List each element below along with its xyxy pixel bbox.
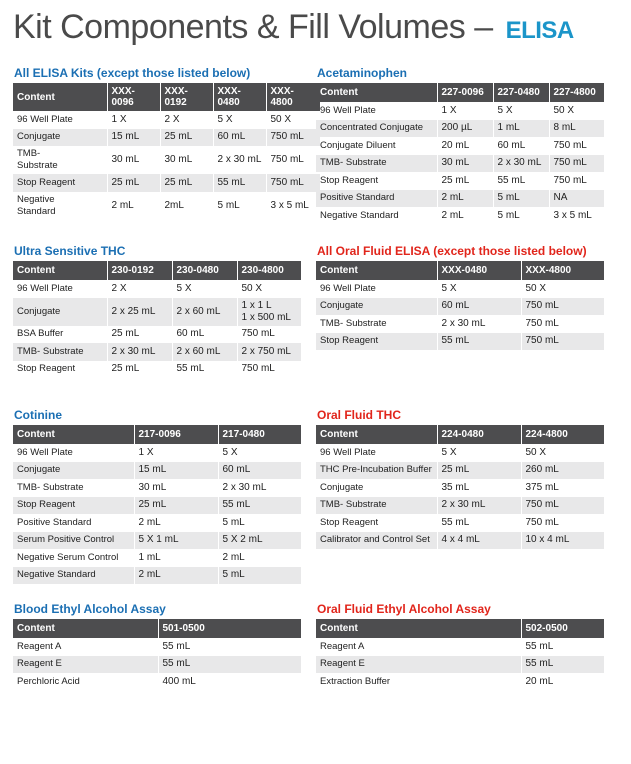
fill-volume: 50 X: [525, 282, 547, 294]
component-name: Serum Positive Control: [13, 532, 134, 550]
fill-volume: 750 mL: [549, 155, 604, 173]
component-name: Positive Standard: [13, 514, 134, 532]
column-header-catalog-number: 224-0480: [437, 425, 521, 444]
column-header-catalog-number: 227-4800: [549, 83, 604, 102]
fill-volume: 60 mL: [218, 462, 301, 480]
table-row: [13, 174, 320, 192]
table-row: [13, 638, 301, 656]
fill-volume: 60 mL: [493, 137, 549, 155]
column-header-content: Content: [316, 619, 521, 638]
fill-volume: 2 X: [160, 111, 213, 129]
fill-volume: 50 X: [241, 282, 263, 294]
fill-volume: 55 mL: [162, 640, 191, 652]
components-table: [316, 619, 604, 691]
fill-volume: 2 x 30 mL: [437, 497, 521, 515]
column-header-content: Content: [316, 425, 437, 444]
component-name: Conjugate Diluent: [316, 137, 437, 155]
fill-volume: 30 mL: [107, 146, 160, 174]
table-row: [13, 298, 301, 326]
fill-volume: 8 mL: [549, 120, 604, 138]
table-row: [13, 129, 320, 147]
table-header-row: [13, 261, 301, 280]
table-row: [316, 280, 604, 298]
fill-volume: 5 X 1 mL: [134, 532, 218, 550]
section-title: Cotinine: [14, 408, 62, 422]
fill-volume: 2mL: [160, 192, 213, 220]
section-title: Blood Ethyl Alcohol Assay: [14, 602, 166, 616]
fill-volume: 4 x 4 mL: [437, 532, 521, 550]
column-header-catalog-number: 217-0096: [134, 425, 218, 444]
fill-volume: 25 mL: [437, 462, 521, 480]
table-row: [13, 673, 301, 691]
components-table: [13, 425, 301, 584]
components-table: [316, 83, 604, 225]
table-row: [316, 137, 604, 155]
fill-volume: 30 mL: [134, 479, 218, 497]
column-header-content: Content: [13, 425, 134, 444]
table-row: [316, 673, 604, 691]
table-row: [316, 298, 604, 316]
column-header-catalog-number: 502-0500: [521, 619, 604, 638]
component-name: TMB- Substrate: [316, 497, 437, 515]
column-header-catalog-number: XXX-0192: [160, 83, 213, 111]
fill-volume: 2 mL: [222, 551, 245, 563]
table-row: [316, 532, 604, 550]
column-header-catalog-number: 227-0480: [493, 83, 549, 102]
fill-volume: 750 mL: [521, 497, 604, 515]
component-name: Perchloric Acid: [13, 673, 158, 691]
component-name: Stop Reagent: [13, 497, 134, 515]
fill-volume: 2 mL: [134, 514, 218, 532]
table-row: [316, 120, 604, 138]
fill-volume: 25 mL: [107, 326, 172, 344]
column-header-content: Content: [13, 83, 107, 111]
fill-volume: 2 x 60 mL: [172, 343, 237, 361]
fill-volume: 750 mL: [521, 333, 604, 351]
section-title: Oral Fluid THC: [317, 408, 401, 422]
column-header-catalog-number: XXX-4800: [266, 83, 320, 111]
title-main: Kit Components & Fill Volumes –: [13, 8, 493, 46]
component-name: Stop Reagent: [316, 333, 437, 351]
fill-volume: 55 mL: [213, 174, 266, 192]
section-oral-fluid-ethyl-alcohol: [316, 602, 604, 691]
column-header-catalog-number: 227-0096: [437, 83, 493, 102]
fill-volume: 25 mL: [160, 129, 213, 147]
table-row: [316, 207, 604, 225]
fill-volume: 200 µL: [437, 120, 493, 138]
component-name: 96 Well Plate: [316, 444, 437, 462]
table-header-row: [316, 261, 604, 280]
component-name: Calibrator and Control Set: [316, 532, 437, 550]
fill-volume: 1 X: [134, 444, 218, 462]
table-row: [316, 462, 604, 480]
table-header-row: [316, 83, 604, 102]
component-name: Extraction Buffer: [316, 673, 521, 691]
fill-volume: 1 mL: [134, 549, 218, 567]
table-row: [13, 444, 301, 462]
fill-volume: 60 mL: [213, 129, 266, 147]
section-cotinine: [13, 408, 301, 584]
column-header-catalog-number: XXX-0480: [213, 83, 266, 111]
components-table: [316, 261, 604, 350]
section-title: Acetaminophen: [317, 66, 408, 80]
fill-volume: 2 x 30 mL: [107, 343, 172, 361]
fill-volume: 400 mL: [162, 675, 196, 687]
section-all-oral-fluid-elisa: [316, 244, 604, 350]
fill-volume: 5 mL: [218, 567, 301, 585]
section-title: All Oral Fluid ELISA (except those listed below): [317, 244, 587, 258]
fill-volume: 5 mL: [493, 190, 549, 208]
component-name: Reagent A: [316, 638, 521, 656]
table-row: [13, 479, 301, 497]
fill-volume: 750 mL: [270, 154, 304, 165]
fill-volume: 55 mL: [158, 656, 301, 674]
fill-volume: 750 mL: [521, 298, 604, 316]
fill-volume: 750 mL: [241, 363, 275, 375]
column-header-catalog-number: XXX-4800: [521, 261, 604, 280]
fill-volume: 5 mL: [222, 516, 245, 528]
fill-volume: 60 mL: [172, 326, 237, 344]
table-row: [316, 155, 604, 173]
section-ultra-sensitive-thc: [13, 244, 301, 378]
fill-volume: 5 X: [437, 280, 521, 298]
fill-volume: 5 X: [493, 102, 549, 120]
components-table: [13, 261, 301, 378]
component-name: Stop Reagent: [13, 361, 107, 379]
column-header-catalog-number: 230-0192: [107, 261, 172, 280]
fill-volume: 1 X: [437, 102, 493, 120]
fill-volume: NA: [549, 190, 604, 208]
table-row: [316, 190, 604, 208]
table-row: [13, 656, 301, 674]
fill-volume: 55 mL: [437, 333, 521, 351]
column-header-catalog-number: 217-0480: [218, 425, 301, 444]
fill-volume: 2 x 750 mL: [237, 343, 301, 361]
section-title: All ELISA Kits (except those listed below): [14, 66, 251, 80]
section-title: Oral Fluid Ethyl Alcohol Assay: [317, 602, 491, 616]
table-header-row: [316, 619, 604, 638]
fill-volume: 2 mL: [107, 192, 160, 220]
column-header-catalog-number: XXX-0480: [437, 261, 521, 280]
table-row: [316, 172, 604, 190]
fill-volume: 5 X: [172, 280, 237, 298]
table-row: [13, 532, 301, 550]
component-name: Reagent E: [316, 656, 521, 674]
section-acetaminophen: [316, 66, 604, 225]
fill-volume: 25 mL: [160, 174, 213, 192]
table-row: [316, 315, 604, 333]
table-row: [316, 444, 604, 462]
components-table: [13, 83, 320, 220]
fill-volume: 5 X: [437, 444, 521, 462]
table-row: [13, 514, 301, 532]
component-name: Negative Standard: [13, 567, 134, 585]
fill-volume: 750 mL: [266, 174, 320, 192]
fill-volume: 55 mL: [218, 497, 301, 515]
fill-volume: 260 mL: [521, 462, 604, 480]
section-title: Ultra Sensitive THC: [14, 244, 126, 258]
component-name: Reagent A: [13, 638, 158, 656]
fill-volume: 1 x 1 L 1 x 500 mL: [237, 298, 301, 326]
section-all-elisa-kits: [13, 66, 309, 220]
fill-volume: 750 mL: [553, 174, 587, 186]
table-row: [316, 102, 604, 120]
fill-volume: 2 x 30 mL: [437, 315, 521, 333]
component-name: 96 Well Plate: [316, 280, 437, 298]
fill-volume: 55 mL: [521, 656, 604, 674]
table-row: [316, 497, 604, 515]
fill-volume: 15 mL: [107, 129, 160, 147]
table-row: [13, 326, 301, 344]
fill-volume: 30 mL: [160, 146, 213, 174]
table-row: [13, 549, 301, 567]
fill-volume: 50 X: [553, 104, 575, 116]
fill-volume: 2 x 30 mL: [213, 146, 266, 174]
components-table: [13, 619, 301, 691]
component-name: Concentrated Conjugate: [316, 120, 437, 138]
component-name: 96 Well Plate: [316, 102, 437, 120]
fill-volume: 55 mL: [525, 640, 554, 652]
fill-volume: 20 mL: [437, 137, 493, 155]
table-header-row: [316, 425, 604, 444]
fill-volume: 2 X: [107, 280, 172, 298]
fill-volume: 1 X: [107, 111, 160, 129]
component-name: THC Pre-Incubation Buffer: [316, 462, 437, 480]
component-name: TMB- Substrate: [316, 155, 437, 173]
component-name: TMB- Substrate: [13, 343, 107, 361]
component-name: Conjugate: [13, 129, 107, 147]
table-row: [13, 567, 301, 585]
fill-volume: 2 x 25 mL: [107, 298, 172, 326]
table-row: [316, 638, 604, 656]
table-header-row: [13, 425, 301, 444]
component-name: Negative Serum Control: [13, 549, 134, 567]
column-header-catalog-number: 224-4800: [521, 425, 604, 444]
fill-volume: 60 mL: [437, 298, 521, 316]
table-row: [13, 361, 301, 379]
component-name: 96 Well Plate: [13, 444, 134, 462]
component-name: TMB- Substrate: [13, 146, 107, 174]
fill-volume: 15 mL: [134, 462, 218, 480]
component-name: Reagent E: [13, 656, 158, 674]
table-header-row: [13, 619, 301, 638]
fill-volume: 5 mL: [213, 192, 266, 220]
component-name: 96 Well Plate: [13, 111, 107, 129]
component-name: Conjugate: [13, 462, 134, 480]
fill-volume: 30 mL: [437, 155, 493, 173]
fill-volume: 750 mL: [266, 129, 320, 147]
fill-volume: 50 X: [270, 113, 292, 125]
column-header-catalog-number: 230-4800: [237, 261, 301, 280]
fill-volume: 2 x 60 mL: [172, 298, 237, 326]
fill-volume: 750 mL: [241, 328, 275, 340]
column-header-catalog-number: 501-0500: [158, 619, 301, 638]
fill-volume: 50 X: [525, 446, 547, 458]
fill-volume: 750 mL: [525, 516, 559, 528]
table-row: [13, 343, 301, 361]
fill-volume: 20 mL: [525, 675, 554, 687]
column-header-content: Content: [13, 261, 107, 280]
column-header-catalog-number: 230-0480: [172, 261, 237, 280]
component-name: Stop Reagent: [13, 174, 107, 192]
table-row: [13, 280, 301, 298]
title-accent: ELISA: [505, 17, 574, 44]
component-name: TMB- Substrate: [316, 315, 437, 333]
fill-volume: 25 mL: [134, 497, 218, 515]
component-name: Conjugate: [316, 298, 437, 316]
table-row: [316, 656, 604, 674]
components-table: [316, 425, 604, 549]
column-header-content: Content: [13, 619, 158, 638]
component-name: 96 Well Plate: [13, 280, 107, 298]
component-name: Stop Reagent: [316, 514, 437, 532]
fill-volume: 2 x 30 mL: [222, 481, 267, 493]
section-blood-ethyl-alcohol: [13, 602, 301, 691]
component-name: Positive Standard: [316, 190, 437, 208]
component-name: Conjugate: [13, 298, 107, 326]
table-row: [13, 192, 320, 220]
fill-volume: 25 mL: [107, 361, 172, 379]
column-header-content: Content: [316, 83, 437, 102]
component-name: Negative Standard: [316, 207, 437, 225]
fill-volume: 2 mL: [134, 567, 218, 585]
fill-volume: 3 x 5 mL: [553, 209, 592, 221]
fill-volume: 25 mL: [107, 174, 160, 192]
component-name: Conjugate: [316, 479, 437, 497]
fill-volume: 55 mL: [172, 361, 237, 379]
column-header-catalog-number: XXX-0096: [107, 83, 160, 111]
fill-volume: 1 mL: [493, 120, 549, 138]
fill-volume: 55 mL: [493, 172, 549, 190]
fill-volume: 5 X 2 mL: [218, 532, 301, 550]
component-name: BSA Buffer: [13, 326, 107, 344]
fill-volume: 2 mL: [437, 190, 493, 208]
table-row: [316, 333, 604, 351]
section-oral-fluid-thc: [316, 408, 604, 549]
fill-volume: 5 mL: [493, 207, 549, 225]
table-row: [316, 514, 604, 532]
fill-volume: 3 x 5 mL: [270, 199, 309, 211]
table-row: [13, 111, 320, 129]
fill-volume: 35 mL: [437, 479, 521, 497]
fill-volume: 375 mL: [525, 481, 559, 493]
table-row: [13, 462, 301, 480]
fill-volume: 2 x 30 mL: [493, 155, 549, 173]
page-title: [13, 8, 574, 47]
fill-volume: 750 mL: [525, 317, 559, 329]
component-name: TMB- Substrate: [13, 479, 134, 497]
table-row: [316, 479, 604, 497]
table-header-row: [13, 83, 320, 111]
fill-volume: 5 X: [213, 111, 266, 129]
fill-volume: 25 mL: [437, 172, 493, 190]
fill-volume: 2 mL: [437, 207, 493, 225]
component-name: Stop Reagent: [316, 172, 437, 190]
table-row: [13, 146, 320, 174]
fill-volume: 55 mL: [437, 514, 521, 532]
component-name: Negative Standard: [13, 192, 107, 220]
fill-volume: 10 x 4 mL: [521, 532, 604, 550]
fill-volume: 750 mL: [553, 139, 587, 151]
fill-volume: 5 X: [222, 446, 238, 458]
column-header-content: Content: [316, 261, 437, 280]
table-row: [13, 497, 301, 515]
